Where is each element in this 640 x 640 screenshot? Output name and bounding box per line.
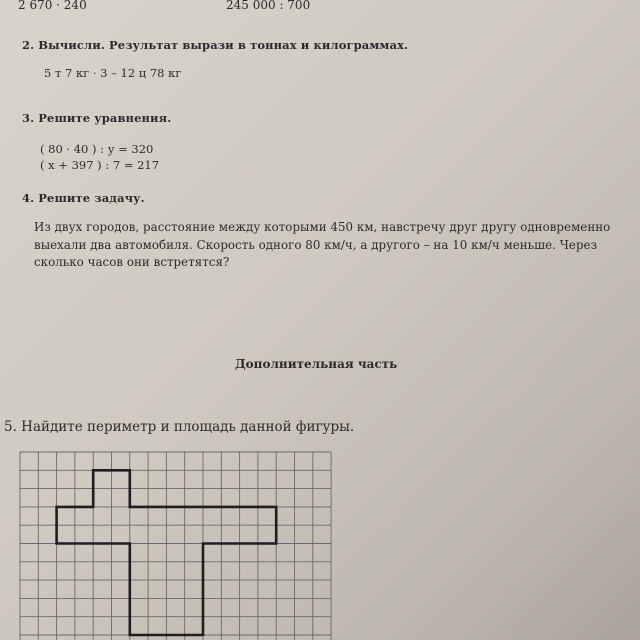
task-2-expression: 5 т 7 кг · 3 – 12 ц 78 кг [44, 66, 182, 80]
task-4-line: Из двух городов, расстояние между которыми 450 км, навстречу друг другу одновременно [34, 220, 611, 234]
top-expression-right: 245 000 : 700 [226, 0, 311, 12]
top-expression-left: 2 670 · 240 [18, 0, 87, 12]
task-4-title: 4. Решите задачу. [22, 191, 145, 205]
task-4-line: сколько часов они встретятся? [34, 255, 230, 269]
task-3-title: 3. Решите уравнения. [22, 111, 172, 125]
task-5-title: 5. Найдите периметр и площадь данной фигуры. [4, 419, 355, 435]
grid-lines [20, 452, 331, 640]
task-2-title: 2. Вычисли. Результат вырази в тоннах и килограммах. [22, 38, 409, 52]
task-3-equation-2: ( х + 397 ) : 7 = 217 [40, 158, 160, 172]
task-3-equation-1: ( 80 · 40 ) : у = 320 [40, 142, 154, 156]
task-4-line: выехали два автомобиля. Скорость одного 80 км/ч, а другого – на 10 км/ч меньше. Через [34, 237, 598, 252]
extra-part-heading: Дополнительная часть [235, 357, 398, 371]
